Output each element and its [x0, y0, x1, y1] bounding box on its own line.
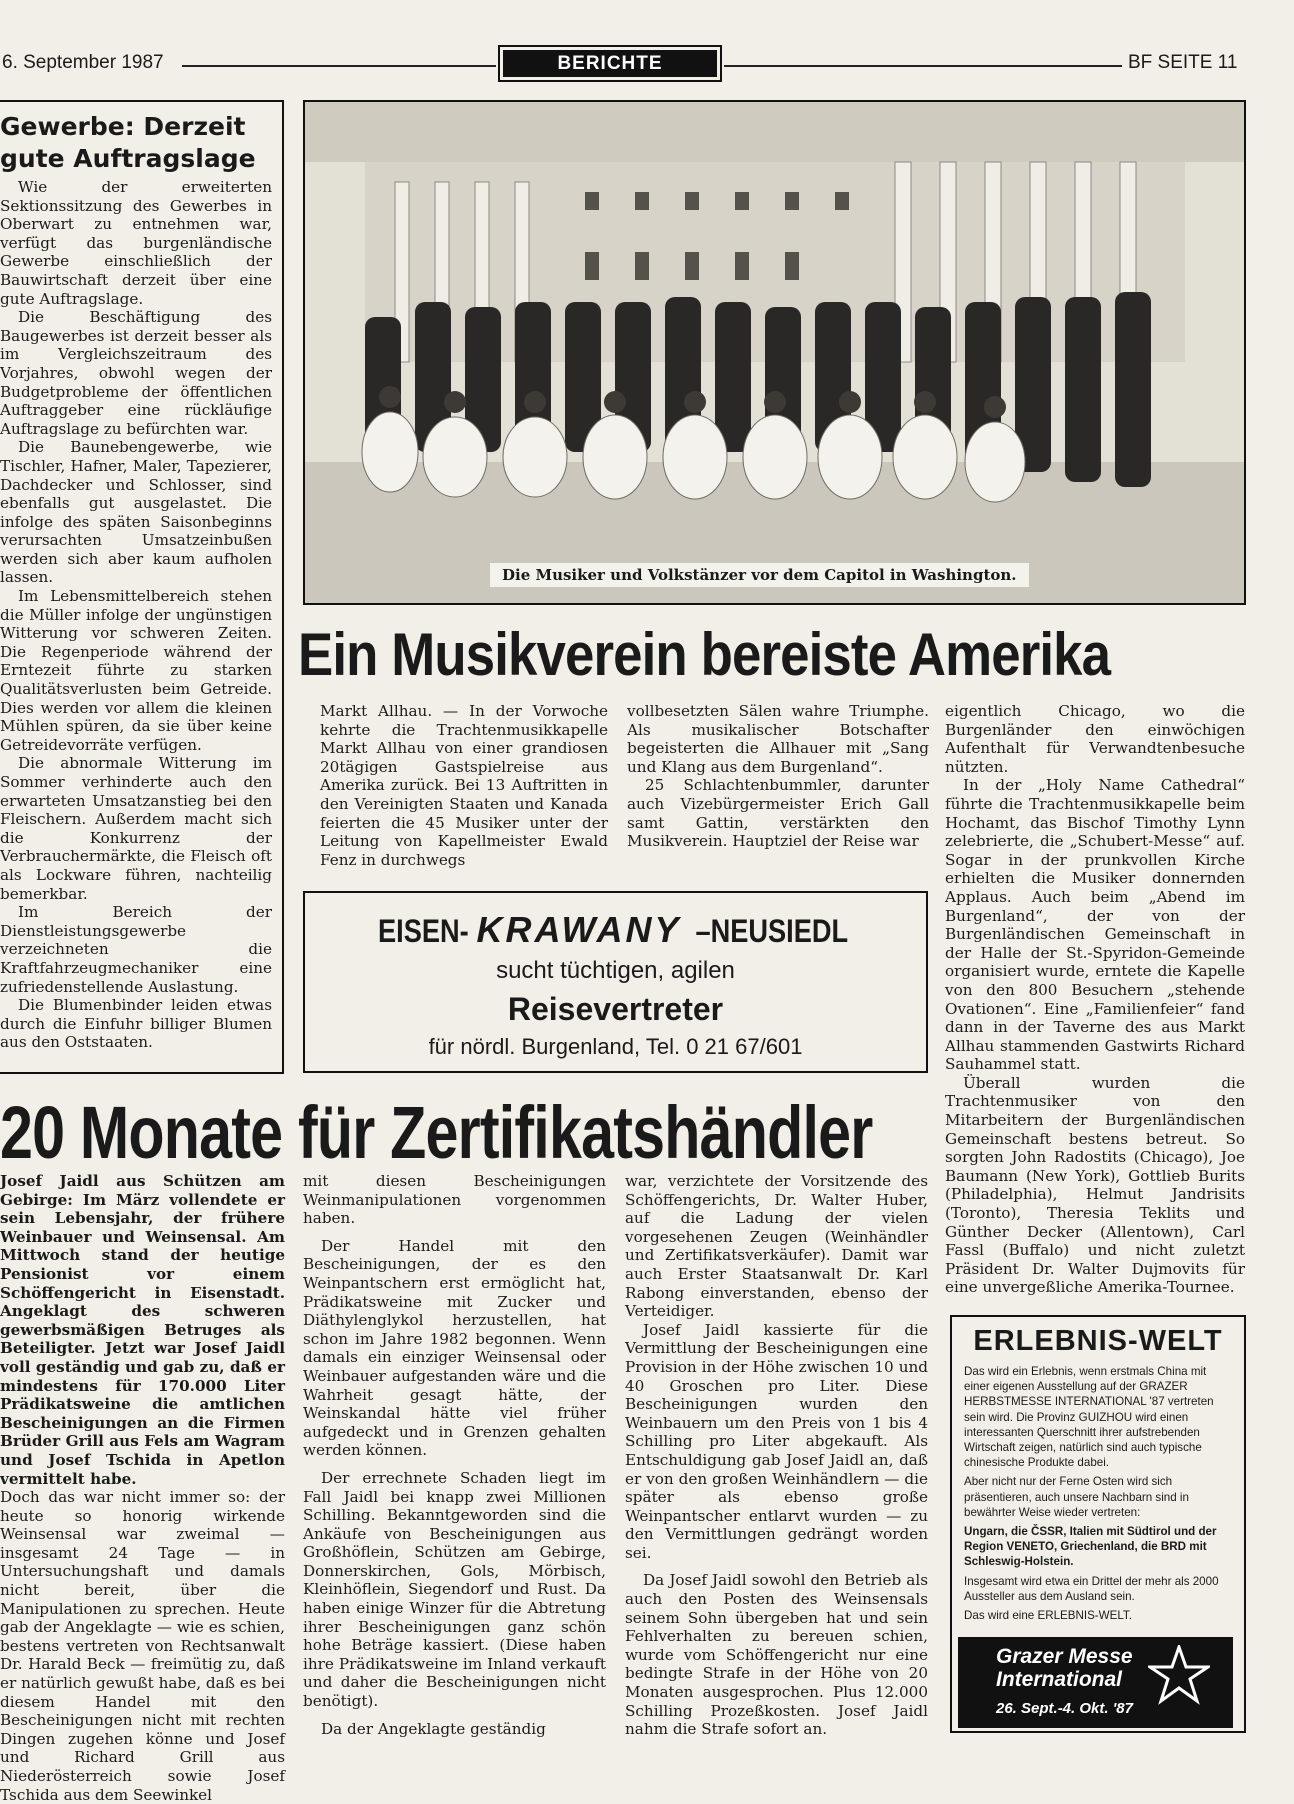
- advert-company-prefix: EISEN-: [377, 913, 469, 949]
- paragraph: vollbesetzten Sälen wahre Triumphe. Als musikalischer Botschafter begeisterten die Allhauer mit „Sang und Klang aus dem Burgenland“.: [627, 702, 929, 776]
- paragraph: war, verzichtete der Vorsitzende des Schöffengerichts, Dr. Walter Huber, auf die Ladung der vielen vorgesehenen Zeugen (Weinhändler und Zertifikatsverkäufer). Damit war auch Erster Staatsanwalt Dr. Karl Rabong einverstanden, ebenso der Verteidiger.: [625, 1172, 928, 1321]
- advert-company-name: KRAWANY: [476, 909, 682, 950]
- section-label-box: [498, 45, 722, 82]
- advert-paragraph: Aber nicht nur der Ferne Osten wird sich präsentieren, auch unsere Nachbarn sind in bewährter Weise wieder vertreten:: [964, 1475, 1189, 1519]
- krawany-advert: [303, 891, 928, 1073]
- paragraph: Überall wurden die Trachtenmusiker von den Mitarbeitern der Burgenländischen Gemeinschaft bestens betreut. So sorgten John Radostits (Chicago), Joe Baumann (New York), Gottlieb Burits (Philadelphia), Helmut Jandrisits (Toronto), Theresia Teklits und Günther Decker (Allentown), Carl Fassl (Buffalo) und nicht zuletzt Präsident Dr. Walter Dujmovits für eine unvergeßliche Amerika-Tournee.: [945, 1073, 1245, 1297]
- musikverein-col1: [320, 702, 608, 869]
- paragraph: Josef Jaidl kassierte für die Vermittlung der Bescheinigungen eine Provision in der Höhe zwischen 10 und 40 Groschen pro Liter. Diese Bescheinigungen wurden den Weinbauern um den Preis von 1 bis 4 Schilling pro Liter abgekauft. Als Entschuldigung gab Josef Jaidl an, daß er von den großen Weinhändlern — die später als ebenso große Weinpantscher entlarvt wurden — zu den Vermittlungen gedrängt worden sei.: [625, 1320, 928, 1562]
- erlebnis-welt-title: ERLEBNIS-WELT: [973, 1325, 1223, 1357]
- advert-paragraph: Ungarn, die ČSSR, Italien mit Südtirol und der Region VENETO, Griechenland, die BRD mit Schleswig-Holstein.: [964, 1525, 1217, 1569]
- article-lead: Josef Jaidl aus Schützen am Gebirge: Im März vollendete er sein Lebensjahr, der frühere Weinbauer und Weinsensal. Am Mittwoch stand der heutige Pensionist vor einem Schöffengericht in Eisenstadt. Angeklagt des schweren gewerbsmäßigen Betruges als Beteiligter. Jetzt war Josef Jaidl voll geständig und gab zu, daß er mindestens für 170.000 Liter Prädikatsweine die amtlichen Bescheinigungen an die Firmen Brüder Grill aus Fels am Wagram und Josef Tschida in Apetlon vermittelt habe.: [0, 1172, 285, 1488]
- musikverein-headline: Ein Musikverein bereiste Amerika: [298, 621, 1111, 688]
- advert-contact: für nördl. Burgenland, Tel. 0 21 67/601: [428, 1034, 803, 1059]
- paragraph: Die Beschäftigung des Baugewerbes ist derzeit besser als im Vergleichszeitraum des Vorjahres, obwohl wegen der Budgetprobleme der öffentlichen Auftraggeber eine rückläufige Auftragslage zu befürchten war.: [0, 308, 272, 438]
- grazer-messe-logo: [958, 1637, 1233, 1728]
- advert-company-suffix: –NEUSIEDL: [695, 913, 848, 949]
- advert-paragraph: Insgesamt wird etwa ein Drittel der mehr als 2000 Aussteller aus dem Ausland sein.: [964, 1574, 1219, 1603]
- paragraph: Der Handel mit den Bescheinigungen, der es den Weinpantschern erst ermöglicht hat, Prädikatsweine mit Zucker und Diäthylenglykol herzustellen, hat schon im Jahre 1982 begonnen. Wenn damals ein einziger Weinsensal oder Weinbauer aufgestanden wäre und die Wahrheit gesagt hätte, der Weinskandal hätte viel früher aufgedeckt und in Grenzen gehalten werden können.: [303, 1236, 606, 1460]
- header-rule-right: [724, 65, 1122, 67]
- paragraph: Die Baunebengewerbe, wie Tischler, Hafner, Maler, Tapezierer, Dachdecker und Schlosser, sind ebenfalls gut ausgelastet. Die infolge des späten Saisonbeginns verursachten Umsatzeinbußen werden sich aber kaum aufholen lassen.: [0, 438, 272, 587]
- paragraph: Wie der erweiterten Sektionssitzung des Gewerbes in Oberwart zu entnehmen war, verfügt das burgenländische Gewerbe einschließlich der Bauwirtschaft derzeit über eine gute Auftragslage.: [0, 178, 272, 308]
- gewerbe-article-body: [0, 178, 272, 1052]
- paragraph: Im Lebensmittelbereich stehen die Müller infolge der ungünstigen Witterung vor schweren Zeiten. Die Regenperiode während der Erntezeit führte zu starken Qualitätsverlusten beim Getreide. Dies werden vor allem die kleinen Mühlen spüren, da sie über keine Getreidevorräte verfügen.: [0, 587, 272, 754]
- paragraph: mit diesen Bescheinigungen Weinmanipulationen vorgenommen haben.: [303, 1172, 606, 1228]
- gewerbe-headline-1: Gewerbe: Derzeit: [0, 112, 246, 141]
- paragraph: Die abnormale Witterung im Sommer verhinderte auch den erwarteten Umsatzanstieg bei den Fleischern. Außerdem macht sich die Konkurrenz der Verbrauchermärkte, die Fleisch oft als Lockware führen, nachteilig bemerkbar.: [0, 754, 272, 903]
- star-logo-icon: [1148, 1645, 1210, 1707]
- logo-line-1: Grazer Messe: [996, 1645, 1133, 1668]
- logo-line-3: 26. Sept.-4. Okt. '87: [996, 1700, 1133, 1717]
- musikverein-col3: [945, 702, 1245, 1297]
- zertifikat-headline: 20 Monate für Zertifikatshändler: [0, 1091, 873, 1174]
- paragraph: 25 Schlachtenbummler, darunter auch Vizebürgermeister Erich Gall samt Gattin, verstärkten den Musikverein. Hauptziel der Reise war: [627, 776, 929, 851]
- paragraph: Markt Allhau. — In der Vorwoche kehrte die Trachtenmusikkapelle Markt Allhau von einer grandiosen 20tägigen Gastspielreise aus Amerika zurück. Bei 13 Auftritten in den Vereinigten Staaten und Kanada feierten die 45 Musiker unter der Leitung von Kapellmeister Ewald Fenz in durchwegs: [320, 702, 608, 869]
- section-label: BERICHTE: [503, 50, 717, 77]
- paragraph: eigentlich Chicago, wo die Burgenländer den einwöchigen Aufenthalt für Verwandtenbesuche nützten.: [945, 702, 1245, 776]
- zertifikat-col2: [303, 1172, 606, 1738]
- paragraph: Doch das war nicht immer so: der heute so honorig wirkende Weinsensal war zweimal — insgesamt 24 Tage — in Untersuchungshaft und damals nicht bereit, über die Manipulationen zu sprechen. Heute gab der Angeklagte — wie es schien, bestens vertreten von Rechtsanwalt Dr. Harald Beck — freimütig zu, daß er natürlich gewußt habe, daß es bei diesem Handel mit den Bescheinigungen nicht mit rechten Dingen zugehen könne und Josef und Richard Grill aus Niederösterreich sowie Josef Tschida aus dem Seewinkel: [0, 1488, 285, 1804]
- advert-text-line: sucht tüchtigen, agilen: [496, 957, 735, 984]
- zertifikat-col1: [0, 1172, 285, 1804]
- paragraph: Da der Angeklagte geständig: [321, 1719, 546, 1738]
- paragraph: Der errechnete Schaden liegt im Fall Jaidl bei knapp zwei Millionen Schilling. Bekanntgeworden sind die Ankäufe von Bescheinigungen aus Großhöflein, Schützen am Gebirge, Donnerskirchen, Gols, Mörbisch, Kleinhöflein, Siegendorf und Rust. Da haben einige Winzer für die Abtretung ihrer Bescheinigungen ganz schön hohe Beträge kassiert. (Diese haben ihre Prädikatsweine im Inland verkauft und daher die Bescheinigungen nicht benötigt).: [303, 1468, 606, 1711]
- paragraph: Die Blumenbinder leiden etwas durch die Einfuhr billiger Blumen aus den Oststaaten.: [0, 996, 272, 1052]
- advert-paragraph: Das wird eine ERLEBNIS-WELT.: [964, 1609, 1132, 1623]
- photo-caption: Die Musiker und Volkstänzer vor dem Capitol in Washington.: [490, 563, 1029, 587]
- advert-company-line: [305, 909, 926, 951]
- header-rule-left: [182, 65, 496, 67]
- page-number: BF SEITE 11: [1128, 52, 1238, 73]
- advert-paragraph: Das wird ein Erlebnis, wenn erstmals China mit einer eigenen Ausstellung auf der GRAZER HERBSTMESSE INTERNATIONAL '87 vertreten sein wird. Die Provinz GUIZHOU wird einen interessanten Querschnitt ihrer aufstrebenden Wirtschaft zeigen, natürlich sind auch typische chinesische Produkte dabei.: [964, 1365, 1214, 1470]
- gewerbe-headline-2: gute Auftragslage: [0, 144, 256, 173]
- logo-line-2: International: [996, 1668, 1123, 1691]
- group-photo: [303, 100, 1246, 605]
- advert-job-title: Reisevertreter: [507, 991, 724, 1027]
- zertifikat-col3: [625, 1172, 928, 1739]
- issue-date: 6. September 1987: [2, 52, 164, 73]
- paragraph: Da Josef Jaidl sowohl den Betrieb als auch den Posten des Weinsensals seinem Sohn übergeben hat und sein Fehlverhalten zu bereuen schien, wurde vom Schöffengericht nur eine bedingte Strafe in der Höhe von 20 Monaten ausgesprochen. Plus 12.000 Schilling Prozeßkosten. Josef Jaidl nahm die Strafe sofort an.: [625, 1571, 928, 1739]
- musikverein-col2: [627, 702, 929, 851]
- paragraph: Im Bereich der Dienstleistungsgewerbe verzeichneten die Kraftfahrzeugmechaniker eine zufriedenstellende Auslastung.: [0, 903, 272, 996]
- paragraph: In der „Holy Name Cathedral“ führte die Trachtenmusikkapelle beim Hochamt, das Bischof Timothy Lynn zelebrierte, die „Schubert-Messe“ auf. Sogar in der prunkvollen Kirche erhielten die Musiker donnernden Applaus. Auch beim „Abend im Burgenland“, der von der Burgenländischen Gemeinschaft in der Halle der St.-Spyridon-Gemeinde organisiert wurde, erntete die Kapelle von den 800 Besuchern „stehende Ovationen“. Eine „Familienfeier“ fand dann in der Taverne des aus Markt Allhau stammenden Gastwirts Richard Sauhammel statt.: [945, 776, 1245, 1074]
- capitol-group-photo: [305, 102, 1244, 603]
